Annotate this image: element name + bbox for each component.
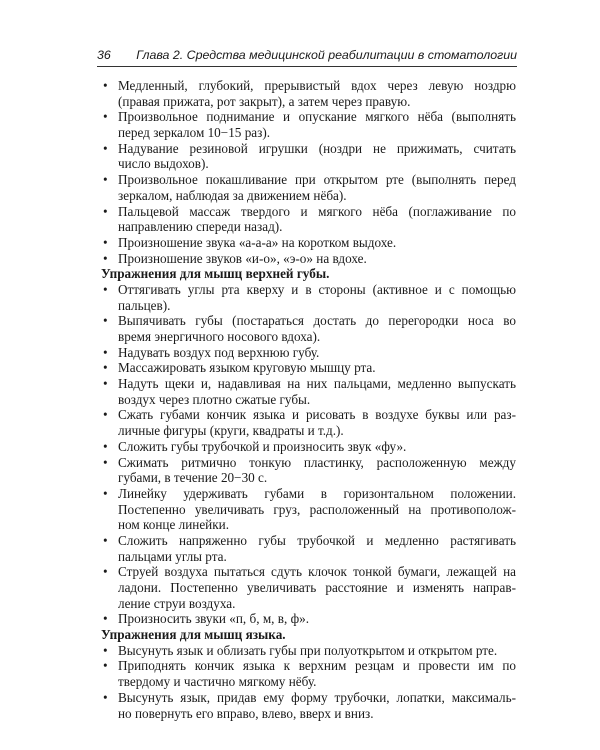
- line-text: воздух через плотно сжатые губы.: [118, 391, 311, 407]
- list-item-line: [101, 439, 516, 455]
- line-text: пальцев).: [118, 297, 171, 313]
- list-item-line: [101, 643, 516, 659]
- list-item-continuation: [101, 298, 516, 314]
- list-item-line: [101, 407, 516, 423]
- bullet-icon: •: [103, 407, 108, 423]
- line-text: Сжать губами кончик языка и рисовать в воздухе буквы или раз-: [118, 407, 516, 423]
- line-text: перед зеркалом 10−15 раз).: [118, 125, 271, 141]
- bullet-icon: •: [103, 485, 108, 501]
- bullet-icon: •: [103, 313, 108, 329]
- bullet-icon: •: [103, 109, 108, 125]
- line-text: Оттягивать углы рта кверху и в стороны (активное и с помощью: [118, 281, 516, 297]
- line-text: ладони. Постепенно увеличивать расстояние и изменять направ-: [118, 580, 516, 595]
- line-text: личные фигуры (круги, квадраты и т.д.).: [118, 423, 344, 439]
- line-text: Сложить губы трубочкой и произносить звук «фу».: [118, 438, 407, 454]
- list-item-continuation: [101, 596, 516, 612]
- list-item-continuation: [101, 580, 516, 596]
- line-text: Упражнения для мышц языка.: [101, 627, 286, 643]
- list-item-continuation: [101, 423, 516, 439]
- list-item-continuation: [101, 94, 516, 110]
- line-text: Произносить звуки «п, б, м, в, ф».: [118, 611, 310, 627]
- list-item-continuation: [101, 674, 516, 690]
- section-heading: [101, 627, 516, 643]
- bullet-icon: •: [103, 564, 108, 580]
- line-text: Высунуть язык, придав ему форму трубочки, лопатки, максималь-: [118, 689, 516, 705]
- bullet-icon: •: [103, 360, 108, 376]
- line-text: зеркалом, наблюдая за движением нёба).: [118, 187, 347, 203]
- line-text: Пальцевой массаж твердого и мягкого нёба (поглаживание по: [118, 203, 516, 219]
- line-text: время энергичного носового вдоха).: [118, 329, 321, 344]
- list-item-line: [101, 360, 516, 376]
- list-item-continuation: [101, 125, 516, 141]
- list-item-line: [101, 172, 516, 188]
- list-item-line: [101, 376, 516, 392]
- line-text: Постепенно увеличивать груз, расположенный на противополож-: [118, 501, 516, 517]
- list-item-line: [101, 345, 516, 361]
- line-text: Надувать воздух под верхнюю губу.: [118, 344, 320, 360]
- section-heading: [101, 266, 516, 282]
- list-item-line: [101, 486, 516, 502]
- page-number: 36: [97, 48, 111, 62]
- bullet-icon: •: [103, 438, 108, 454]
- line-text: Сложить напряженно губы трубочкой и медленно растягивать: [118, 532, 516, 548]
- line-text: направлению спереди назад).: [118, 219, 283, 235]
- line-text: Приподнять кончик языка к верхним резцам и провести им по: [118, 658, 516, 674]
- line-text: Высунуть язык и облизать губы при полуоткрытом и открытом рте.: [118, 642, 498, 658]
- list-item-continuation: [101, 502, 516, 518]
- line-text: но повернуть его вправо, влево, вверх и вниз.: [118, 705, 374, 721]
- line-text: ление струи воздуха.: [118, 595, 236, 611]
- bullet-icon: •: [103, 376, 108, 392]
- list-item-continuation: [101, 156, 516, 172]
- bullet-icon: •: [103, 642, 108, 658]
- list-item-line: [101, 204, 516, 220]
- bullet-icon: •: [103, 281, 108, 297]
- line-text: твердому и частично мягкому нёбу.: [118, 674, 317, 690]
- line-text: Линейку удерживать губами в горизонтальном положении.: [118, 485, 516, 501]
- list-item-line: [101, 533, 516, 549]
- line-text: число выдохов).: [118, 156, 209, 172]
- line-text: Произношение звука «а-а-а» на коротком выдохе.: [118, 234, 397, 250]
- list-item-line: [101, 251, 516, 267]
- bullet-icon: •: [103, 203, 108, 219]
- line-text: Надуть щеки и, надавливая на них пальцами, медленно выпускать: [118, 376, 516, 392]
- line-text: Упражнения для мышц верхней губы.: [101, 266, 330, 282]
- line-text: губами, в течение 20−30 с.: [118, 470, 268, 486]
- line-text: Надувание резиновой игрушки (ноздри не прижимать, считать: [118, 140, 516, 156]
- bullet-icon: •: [103, 689, 108, 705]
- line-text: ном конце линейки.: [118, 517, 230, 533]
- list-item-line: [101, 690, 516, 706]
- list-item-continuation: [101, 188, 516, 204]
- line-text: Медленный, глубокий, прерывистый вдох через левую ноздрю: [118, 78, 516, 93]
- bullet-icon: •: [103, 78, 108, 93]
- running-header: [97, 46, 517, 67]
- bullet-icon: •: [103, 250, 108, 266]
- list-item-line: [101, 109, 516, 125]
- line-text: Массажировать языком круговую мышцу рта.: [118, 360, 376, 376]
- bullet-icon: •: [103, 658, 108, 674]
- bullet-icon: •: [103, 344, 108, 360]
- line-text: Произношение звуков «и-о», «э-о» на вдохе.: [118, 250, 367, 266]
- list-item-continuation: [101, 549, 516, 565]
- list-item-continuation: [101, 706, 516, 722]
- list-item-continuation: [101, 517, 516, 533]
- line-text: Сжимать ритмично тонкую пластинку, расположенную между: [118, 454, 516, 470]
- list-item-line: [101, 658, 516, 674]
- bullet-icon: •: [103, 234, 108, 250]
- list-item-line: [101, 141, 516, 157]
- line-text: Произвольное покашливание при открытом рте (выполнять перед: [118, 172, 516, 188]
- list-item-line: [101, 313, 516, 329]
- list-item-line: [101, 611, 516, 627]
- list-item-continuation: [101, 219, 516, 235]
- list-item-line: [101, 282, 516, 298]
- page-body: [101, 78, 516, 721]
- line-text: Выпячивать губы (постараться достать до перегородки носа во: [118, 313, 516, 329]
- line-text: (правая прижата, рот закрыт), а затем через правую.: [118, 93, 411, 109]
- chapter-title: Глава 2. Средства медицинской реабилитации в стоматологии: [136, 48, 517, 62]
- bullet-icon: •: [103, 172, 108, 188]
- bullet-icon: •: [103, 140, 108, 156]
- bullet-icon: •: [103, 611, 108, 627]
- line-text: Струей воздуха пытаться сдуть клочок тонкой бумаги, лежащей на: [118, 564, 516, 580]
- list-item-continuation: [101, 470, 516, 486]
- list-item-continuation: [101, 329, 516, 345]
- list-item-continuation: [101, 392, 516, 408]
- bullet-icon: •: [103, 454, 108, 470]
- line-text: Произвольное поднимание и опускание мягкого нёба (выполнять: [118, 109, 516, 125]
- list-item-line: [101, 235, 516, 251]
- list-item-line: [101, 455, 516, 471]
- list-item-line: [101, 78, 516, 94]
- bullet-icon: •: [103, 532, 108, 548]
- list-item-line: [101, 564, 516, 580]
- line-text: пальцами углы рта.: [118, 548, 227, 564]
